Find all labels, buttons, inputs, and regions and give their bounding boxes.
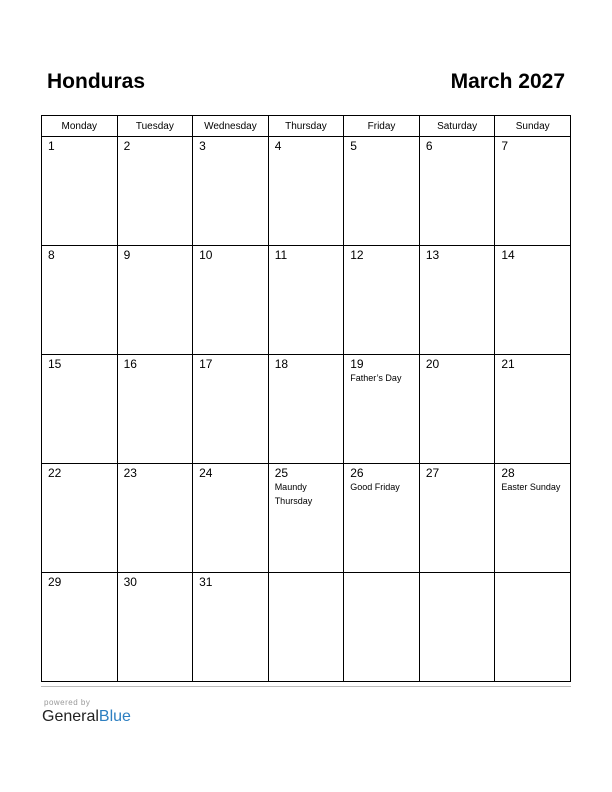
holiday-label: Easter Sunday [501, 482, 561, 492]
day-number: 20 [425, 357, 440, 371]
country-title: Honduras [47, 70, 146, 93]
calendar-grid [41, 115, 571, 682]
day-number: 4 [274, 139, 282, 153]
weekday-saturday: Saturday [419, 116, 495, 137]
week-row [42, 246, 571, 355]
day-number: 24 [199, 466, 213, 480]
day-cell [193, 355, 269, 464]
day-cell [117, 464, 193, 573]
week-row [42, 137, 571, 246]
day-cell [42, 137, 118, 246]
day-cell [344, 246, 420, 355]
day-number: 13 [425, 248, 440, 262]
day-cell [42, 464, 118, 573]
day-cell [495, 355, 571, 464]
day-cell [117, 246, 193, 355]
day-number: 10 [199, 248, 213, 262]
day-number: 11 [274, 248, 288, 262]
day-cell [193, 464, 269, 573]
day-cell [42, 573, 118, 682]
day-cell [419, 464, 495, 573]
day-cell [419, 137, 495, 246]
day-cell [268, 355, 344, 464]
month-year-title: March 2027 [450, 70, 565, 93]
day-cell [344, 573, 420, 682]
holiday-label: Maundy Thursday [274, 482, 313, 506]
calendar-header [47, 70, 565, 100]
day-cell [344, 464, 420, 573]
weekday-friday: Friday [344, 116, 420, 137]
day-number: 29 [48, 575, 62, 589]
day-cell [42, 355, 118, 464]
day-cell [419, 246, 495, 355]
day-cell [344, 137, 420, 246]
week-row [42, 573, 571, 682]
day-cell [268, 464, 344, 573]
day-number: 25 [274, 466, 289, 480]
day-number: 1 [48, 139, 55, 153]
day-number: 21 [501, 357, 515, 371]
day-cell [117, 355, 193, 464]
weekday-tuesday: Tuesday [117, 116, 193, 137]
day-cell [495, 137, 571, 246]
week-row [42, 464, 571, 573]
day-cell [495, 246, 571, 355]
day-number: 28 [501, 466, 515, 480]
logo-blue: Blue [98, 708, 131, 725]
footer-divider [41, 686, 571, 687]
weekday-wednesday: Wednesday [193, 116, 269, 137]
powered-by-text: powered by [44, 698, 91, 707]
day-cell [268, 573, 344, 682]
day-number: 6 [425, 139, 433, 153]
day-cell [419, 355, 495, 464]
day-cell [117, 573, 193, 682]
logo-general: General [42, 708, 99, 725]
day-number: 16 [123, 357, 137, 371]
day-number: 2 [123, 139, 131, 153]
day-cell [495, 464, 571, 573]
weekday-header-row [42, 116, 571, 137]
day-number: 12 [350, 248, 364, 262]
day-number: 15 [48, 357, 62, 371]
weekday-sunday: Sunday [495, 116, 571, 137]
day-number: 30 [123, 575, 137, 589]
day-cell [193, 246, 269, 355]
day-number: 23 [123, 466, 137, 480]
holiday-label: Good Friday [350, 482, 400, 492]
day-number: 27 [425, 466, 440, 480]
day-number: 31 [199, 575, 213, 589]
day-cell [495, 573, 571, 682]
day-cell [193, 137, 269, 246]
day-number: 17 [199, 357, 213, 371]
day-cell [42, 246, 118, 355]
holiday-label: Father’s Day [350, 373, 402, 383]
week-row [42, 355, 571, 464]
generalblue-logo [42, 708, 131, 726]
weekday-monday: Monday [42, 116, 118, 137]
day-number: 9 [123, 248, 131, 262]
day-cell [344, 355, 420, 464]
day-number: 18 [274, 357, 289, 371]
day-cell [268, 137, 344, 246]
day-number: 19 [350, 357, 364, 371]
day-number: 3 [199, 139, 206, 153]
day-number: 26 [350, 466, 364, 480]
day-cell [193, 573, 269, 682]
day-number: 22 [48, 466, 62, 480]
day-number: 7 [501, 139, 509, 153]
day-cell [419, 573, 495, 682]
weekday-thursday: Thursday [268, 116, 344, 137]
day-cell [117, 137, 193, 246]
day-cell [268, 246, 344, 355]
day-number: 8 [48, 248, 55, 262]
day-number: 14 [501, 248, 515, 262]
day-number: 5 [350, 139, 357, 153]
